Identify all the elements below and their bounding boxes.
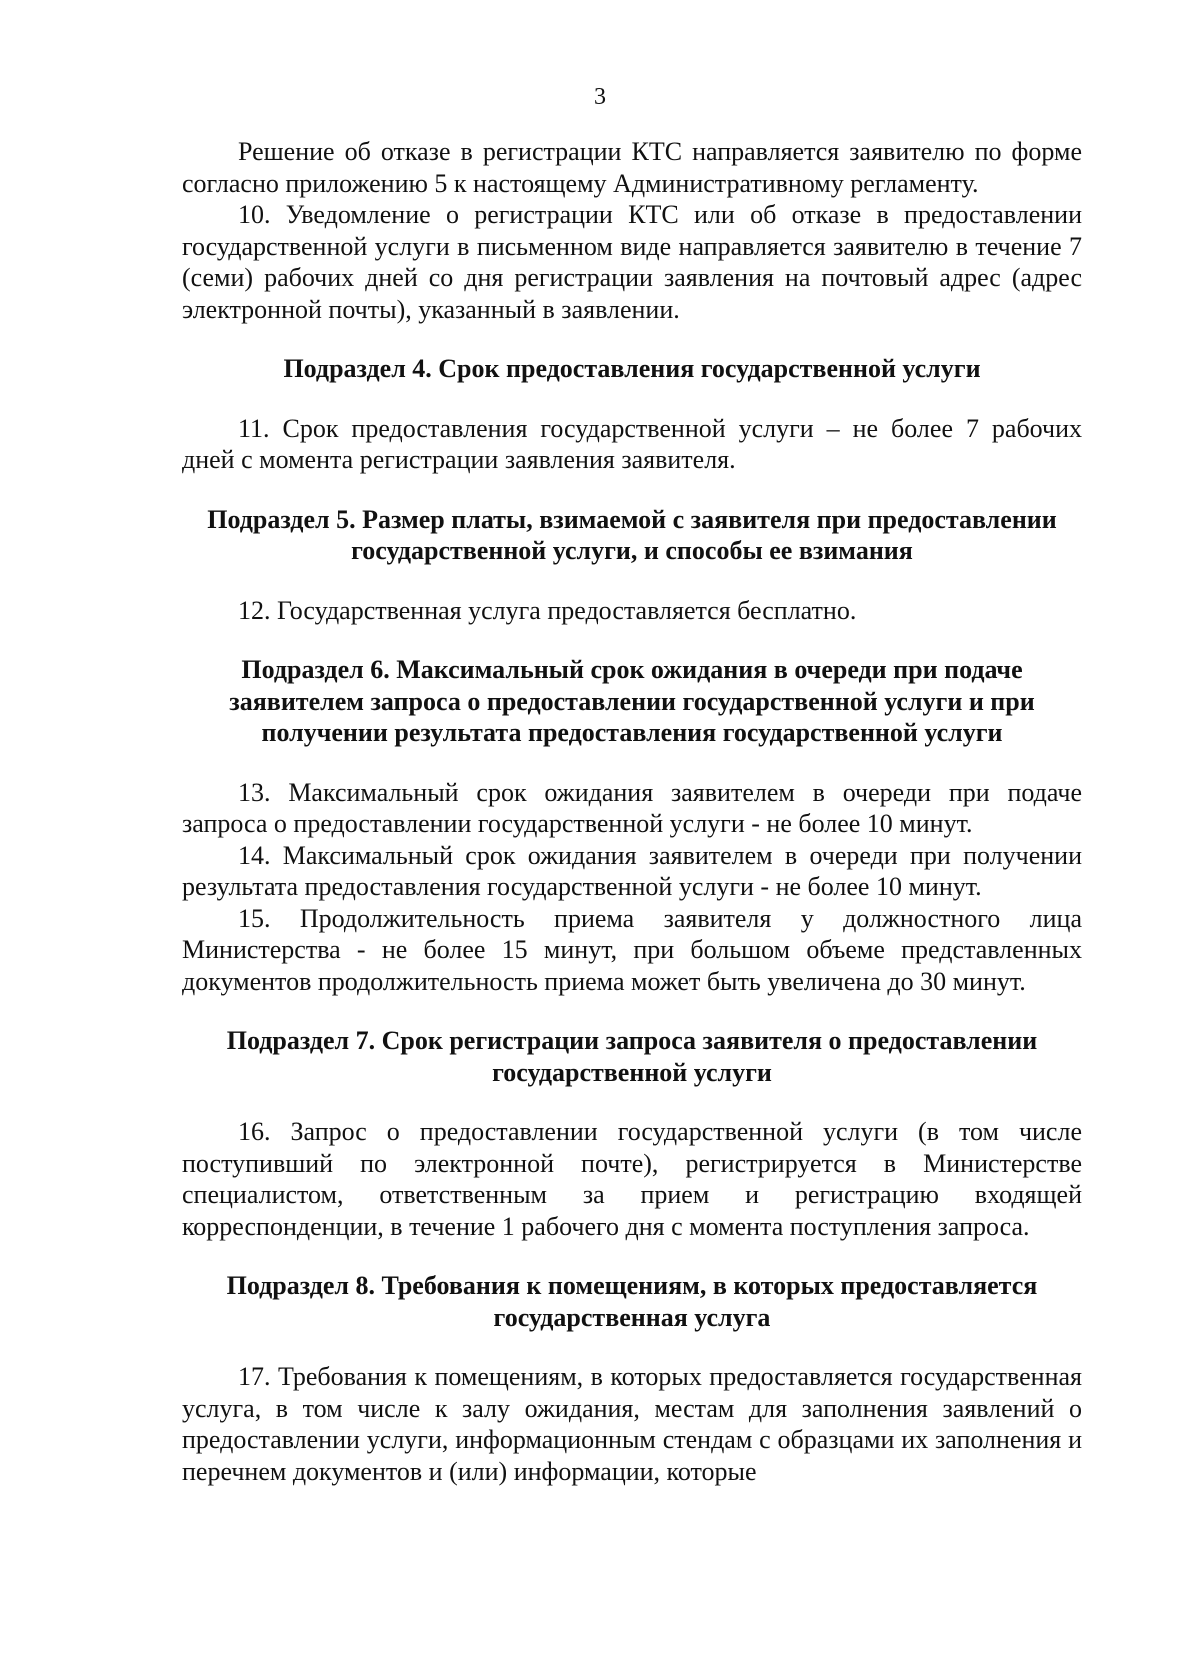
heading-subsection-7-line-2: государственной услуги [492,1057,772,1087]
document-body [182,136,1082,1487]
heading-subsection-5 [182,504,1082,567]
heading-subsection-8-line-1: Подраздел 8. Требования к помещениям, в которых предоставляется [226,1271,1038,1300]
heading-subsection-4-line: Подраздел 4. Срок предоставления государственной услуги [283,354,981,383]
paragraph-13: 13. Максимальный срок ожидания заявителем в очереди при подаче запроса о предоставлении государственной услуги - не более 10 минут. [182,777,1082,838]
heading-subsection-7 [182,1025,1082,1088]
heading-subsection-6-line-1: Подраздел 6. Максимальный срок ожидания в очереди при подаче [241,655,1023,684]
paragraph-15: 15. Продолжительность приема заявителя у должностного лица Министерства - не более 15 минут, при большом объеме представленных документов продолжительность приема может быть увеличена до 30 минут. [182,903,1082,996]
heading-subsection-6 [182,654,1082,749]
heading-subsection-8-line-2: государственная услуга [493,1302,771,1332]
heading-subsection-8 [182,1270,1082,1333]
paragraph-16: 16. Запрос о предоставлении государственной услуги (в том числе поступивший по электронной почте), регистрируется в Министерстве специалистом, ответственным за прием и регистрацию входящей корреспонденции, в течение 1 рабочего дня с момента поступления запроса. [182,1117,1082,1241]
paragraph-11: 11. Срок предоставления государственной услуги – не более 7 рабочих дней с момента регистрации заявления заявителя. [182,413,1082,474]
paragraph-refusal-decision: Решение об отказе в регистрации КТС направляется заявителю по форме согласно приложению 5 к настоящему Административному регламенту. [182,137,1082,198]
heading-subsection-4 [182,353,1082,385]
paragraph-10: 10. Уведомление о регистрации КТС или об отказе в предоставлении государственной услуги в письменном виде направляется заявителю в течение 7 (семи) рабочих дней со дня регистрации заявления на почтовый адрес (адрес электронной почты), указанный в заявлении. [182,200,1082,324]
heading-subsection-6-line-2: заявителем запроса о предоставлении государственной услуги и при [229,686,1035,716]
heading-subsection-6-line-3: получении результата предоставления государственной услуги [261,718,1003,747]
heading-subsection-5-line-2: государственной услуги, и способы ее взимания [351,536,913,565]
paragraph-14: 14. Максимальный срок ожидания заявителем в очереди при получении результата предоставления государственной услуги - не более 10 минут. [182,840,1082,901]
page-number: 3 [594,84,606,110]
paragraph-12: 12. Государственная услуга предоставляется бесплатно. [238,595,857,625]
heading-subsection-5-line-1: Подраздел 5. Размер платы, взимаемой с заявителя при предоставлении [207,504,1057,534]
heading-subsection-7-line-1: Подраздел 7. Срок регистрации запроса заявителя о предоставлении [226,1026,1038,1055]
paragraph-17: 17. Требования к помещениям, в которых предоставляется государственная услуга, в том числе к залу ожидания, местам для заполнения заявлений о предоставлении услуги, информационным стендам с образцами их заполнения и перечнем документов и (или) информации, которые [182,1362,1082,1486]
